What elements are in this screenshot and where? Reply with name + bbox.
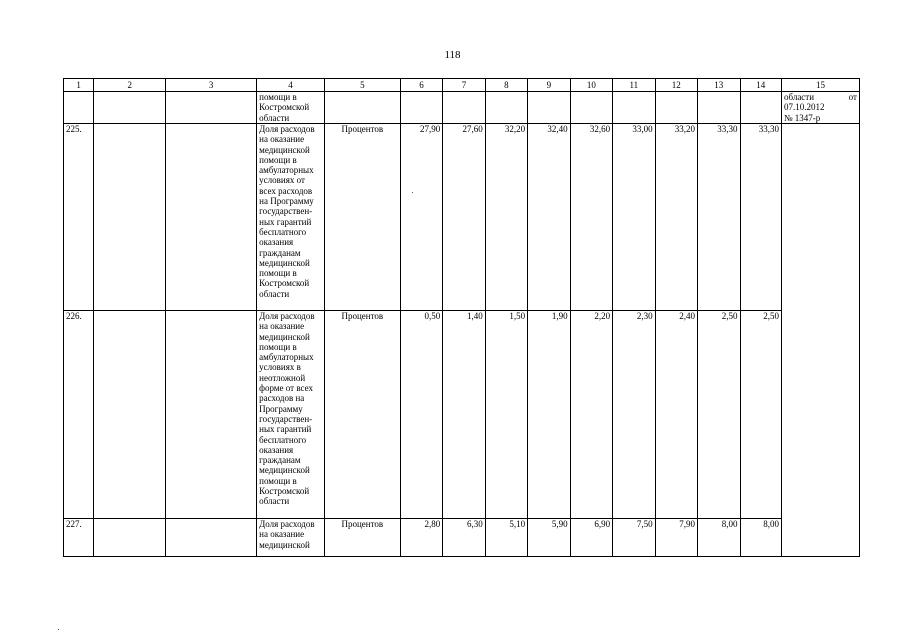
indicator-line: области [259,288,290,299]
column-header: 7 [443,79,485,92]
cell-value: 1,40 [443,311,485,519]
indicator-line: условиях от [259,175,305,186]
column-header: 5 [324,79,400,92]
column-header: 4 [257,79,325,92]
cell-value: 7,50 [613,519,655,557]
indicator-line: помощи в [259,92,297,102]
table-row [64,311,860,519]
indicator-line: гражданам [259,247,301,258]
cell-value: 2,80 [400,519,442,557]
column-header: 14 [740,79,781,92]
scan-speck [412,192,413,193]
basis-line: области от [783,92,857,102]
cell-value: 32,20 [485,124,527,311]
cell-value: 2,20 [570,311,612,519]
column-header: 12 [655,79,697,92]
cell-col2 [94,519,166,557]
column-header: 3 [166,79,257,92]
indicator-line: амбулаторных [259,352,314,363]
cell-basis [781,519,859,557]
indicator-line: бесплатного [259,434,307,445]
column-header: 11 [613,79,655,92]
page-number: 118 [444,49,461,61]
table-row [64,124,860,311]
cell-indicator [257,311,325,519]
indicator-line: области [259,112,290,123]
cell-unit: Процентов [324,519,400,557]
cell-value: 2,40 [655,311,697,519]
indicator-line: Доля расходов [259,311,315,321]
indicator-line: на оказание [259,321,305,332]
indicator-line: на оказание [259,529,305,540]
cell-value [570,92,612,124]
cell-value [740,92,781,124]
cell-value [528,92,570,124]
cell-value: 6,90 [570,519,612,557]
cell-value: 2,50 [740,311,781,519]
cell-unit [324,92,400,124]
indicators-table [63,78,860,557]
cell-value: 6,30 [443,519,485,557]
indicator-line: области [259,496,290,507]
cell-col3 [166,92,257,124]
indicator-line: государствен- [259,206,313,217]
cell-indicator [257,124,325,311]
column-header: 15 [781,79,859,92]
basis-line: № 1347-р [783,112,821,123]
cell-value: 5,10 [485,519,527,557]
indicator-line: Костромской [259,102,310,113]
indicator-line: расходов на [259,393,305,404]
cell-value: 8,00 [740,519,781,557]
indicator-line: Доля расходов [259,124,315,134]
cell-value: 2,50 [698,311,740,519]
cell-value: 32,40 [528,124,570,311]
cell-value: 1,90 [528,311,570,519]
column-header: 9 [528,79,570,92]
cell-value: 32,60 [570,124,612,311]
indicator-line: медицинской [259,465,310,476]
cell-value: 33,30 [698,124,740,311]
cell-value: 7,90 [655,519,697,557]
cell-number: 226. [64,311,94,519]
indicator-line: помощи в [259,341,297,352]
cell-unit: Процентов [324,311,400,519]
indicator-line: медицинской [259,539,310,550]
cell-indicator [257,92,325,124]
column-number-row [64,79,860,92]
indicator-line: бесплатного [259,226,307,237]
cell-value [613,92,655,124]
indicator-line: медицинской [259,144,310,155]
indicator-line: на Программу [259,196,314,207]
basis-line: 07.10.2012 [783,102,825,113]
indicator-line: на оказание [259,134,305,145]
cell-value: 0,50 [400,311,442,519]
cell-value: 33,00 [613,124,655,311]
cell-value: 27,60 [443,124,485,311]
cell-col3 [166,519,257,557]
indicator-line: Костромской [259,486,310,497]
indicator-line: ных гарантий [259,424,312,435]
cell-value: 8,00 [698,519,740,557]
table-row-continued [64,92,860,124]
cell-value: 1,50 [485,311,527,519]
indicator-line: гражданам [259,455,301,466]
cell-value: 27,90 [400,124,442,311]
cell-col3 [166,124,257,311]
column-header: 2 [94,79,166,92]
indicator-line: оказания [259,444,294,455]
column-header: 1 [64,79,94,92]
cell-value [485,92,527,124]
table-row [64,519,860,557]
scan-speck [58,629,59,630]
indicator-line: Доля расходов [259,519,315,529]
indicator-line: всех расходов [259,185,313,196]
cell-basis [781,92,859,124]
cell-unit: Процентов [324,124,400,311]
cell-value [655,92,697,124]
column-header: 10 [570,79,612,92]
indicator-line: Программу [259,403,303,414]
indicator-line: амбулаторных [259,165,314,176]
cell-value: 33,30 [740,124,781,311]
column-header: 8 [485,79,527,92]
cell-number: 227. [64,519,94,557]
indicator-line: помощи в [259,475,297,486]
indicator-line: оказания [259,237,294,248]
indicator-line: неотложной [259,372,306,383]
indicator-line: помощи в [259,268,297,279]
indicator-line: медицинской [259,257,310,268]
cell-number [64,92,94,124]
cell-basis [781,311,859,519]
column-header: 6 [400,79,442,92]
cell-value [443,92,485,124]
cell-value: 5,90 [528,519,570,557]
column-header: 13 [698,79,740,92]
cell-col2 [94,124,166,311]
cell-value [698,92,740,124]
cell-col2 [94,92,166,124]
indicator-line: медицинской [259,331,310,342]
cell-col3 [166,311,257,519]
indicator-line: государствен- [259,413,313,424]
indicator-line: условиях в [259,362,301,373]
cell-value: 2,30 [613,311,655,519]
indicator-line: ных гарантий [259,216,312,227]
cell-value: 33,20 [655,124,697,311]
cell-number: 225. [64,124,94,311]
cell-value [400,92,442,124]
indicator-line: помощи в [259,154,297,165]
indicator-line: форме от всех [259,383,314,394]
cell-col2 [94,311,166,519]
indicator-line: Костромской [259,278,310,289]
cell-basis [781,124,859,311]
cell-indicator [257,519,325,557]
